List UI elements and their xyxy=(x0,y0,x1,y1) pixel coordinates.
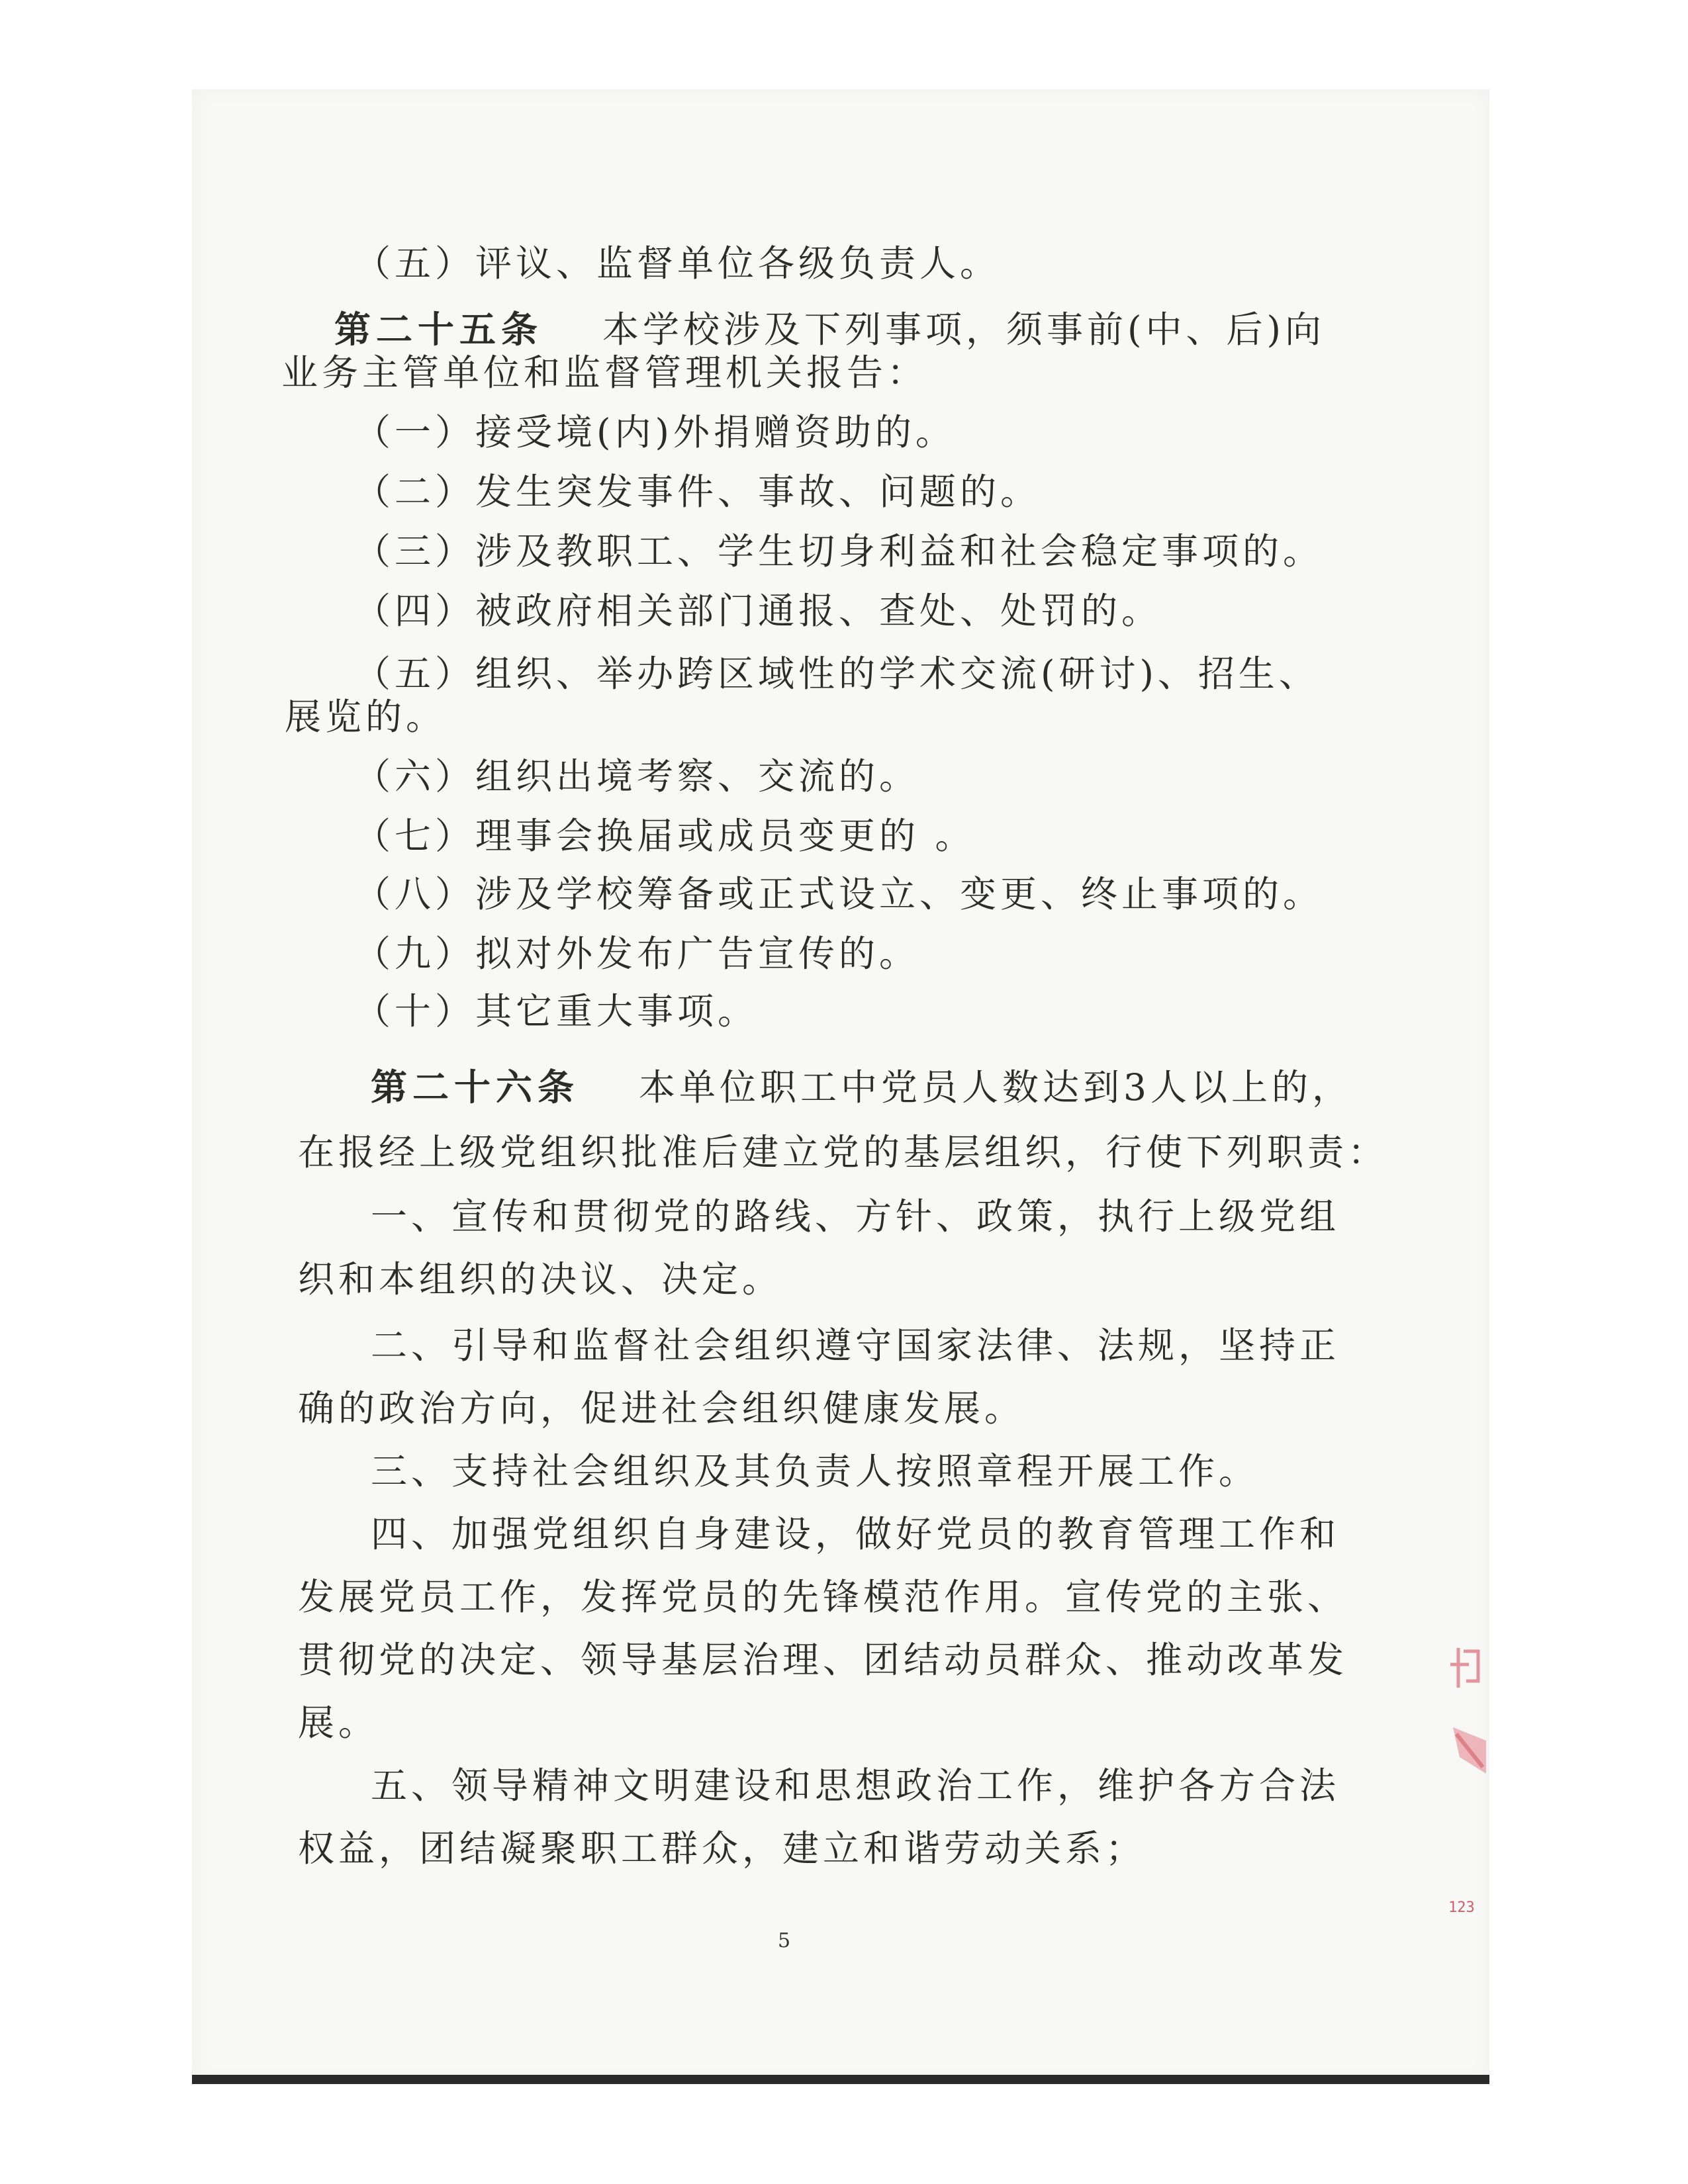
article-25-heading: 第二十五条 xyxy=(334,308,543,351)
article-26-text: 本单位职工中党员人数达到3人以上的， xyxy=(639,1066,1353,1109)
list-item-5-cont: 展览的。 xyxy=(285,696,447,738)
article-25-text-cont: 业务主管单位和监督管理机关报告： xyxy=(281,351,928,394)
seal-stamp-fragment-icon xyxy=(1446,1641,1493,1813)
duty-1: 一、宣传和贯彻党的路线、方针、政策，执行上级党组 xyxy=(371,1195,1340,1238)
list-item-9: （九）拟对外发布广告宣传的。 xyxy=(354,933,920,975)
stamp-code: 123 xyxy=(1448,1899,1475,1916)
list-item-5: （五）组织、举办跨区域性的学术交流(研讨)、招生、 xyxy=(354,653,1319,695)
scan-bottom-edge xyxy=(192,2075,1489,2084)
list-item-3: （三）涉及教职工、学生切身利益和社会稳定事项的。 xyxy=(354,530,1324,572)
article-26-heading: 第二十六条 xyxy=(371,1066,580,1109)
article-25 xyxy=(334,308,1325,351)
list-item-8: （八）涉及学校筹备或正式设立、变更、终止事项的。 xyxy=(354,873,1324,915)
list-item-2: （二）发生突发事件、事故、问题的。 xyxy=(354,471,1041,513)
duty-4-cont-1: 发展党员工作，发挥党员的先锋模范作用。宣传党的主张、 xyxy=(298,1576,1348,1618)
duty-5: 五、领导精神文明建设和思想政治工作，维护各方合法 xyxy=(371,1764,1340,1807)
duty-4: 四、加强党组织自身建设，做好党员的教育管理工作和 xyxy=(371,1513,1340,1555)
list-item-7: （七）理事会换届或成员变更的 。 xyxy=(354,815,976,857)
duty-4-cont-2: 贯彻党的决定、领导基层治理、团结动员群众、推动改革发 xyxy=(298,1639,1348,1681)
duty-2: 二、引导和监督社会组织遵守国家法律、法规，坚持正 xyxy=(371,1324,1340,1367)
article-26 xyxy=(371,1066,1352,1109)
item-5-review: （五）评议、监督单位各级负责人。 xyxy=(354,242,1001,285)
duty-1-cont: 织和本组织的决议、决定。 xyxy=(298,1258,783,1300)
duty-5-cont: 权益，团结凝聚职工群众，建立和谐劳动关系； xyxy=(298,1827,1147,1870)
article-25-text: 本学校涉及下列事项，须事前(中、后)向 xyxy=(602,308,1325,351)
page-number: 5 xyxy=(778,1929,791,1952)
list-item-10: （十）其它重大事项。 xyxy=(354,990,759,1032)
duty-2-cont: 确的政治方向，促进社会组织健康发展。 xyxy=(298,1387,1025,1430)
list-item-4: （四）被政府相关部门通报、查处、处罚的。 xyxy=(354,590,1162,632)
duty-3: 三、支持社会组织及其负责人按照章程开展工作。 xyxy=(371,1450,1260,1492)
list-item-6: （六）组织出境考察、交流的。 xyxy=(354,755,920,797)
duty-4-cont-3: 展。 xyxy=(298,1702,379,1744)
article-26-text-cont: 在报经上级党组织批准后建立党的基层组织，行使下列职责： xyxy=(298,1131,1389,1173)
list-item-1: （一）接受境(内)外捐赠资助的。 xyxy=(354,411,956,453)
